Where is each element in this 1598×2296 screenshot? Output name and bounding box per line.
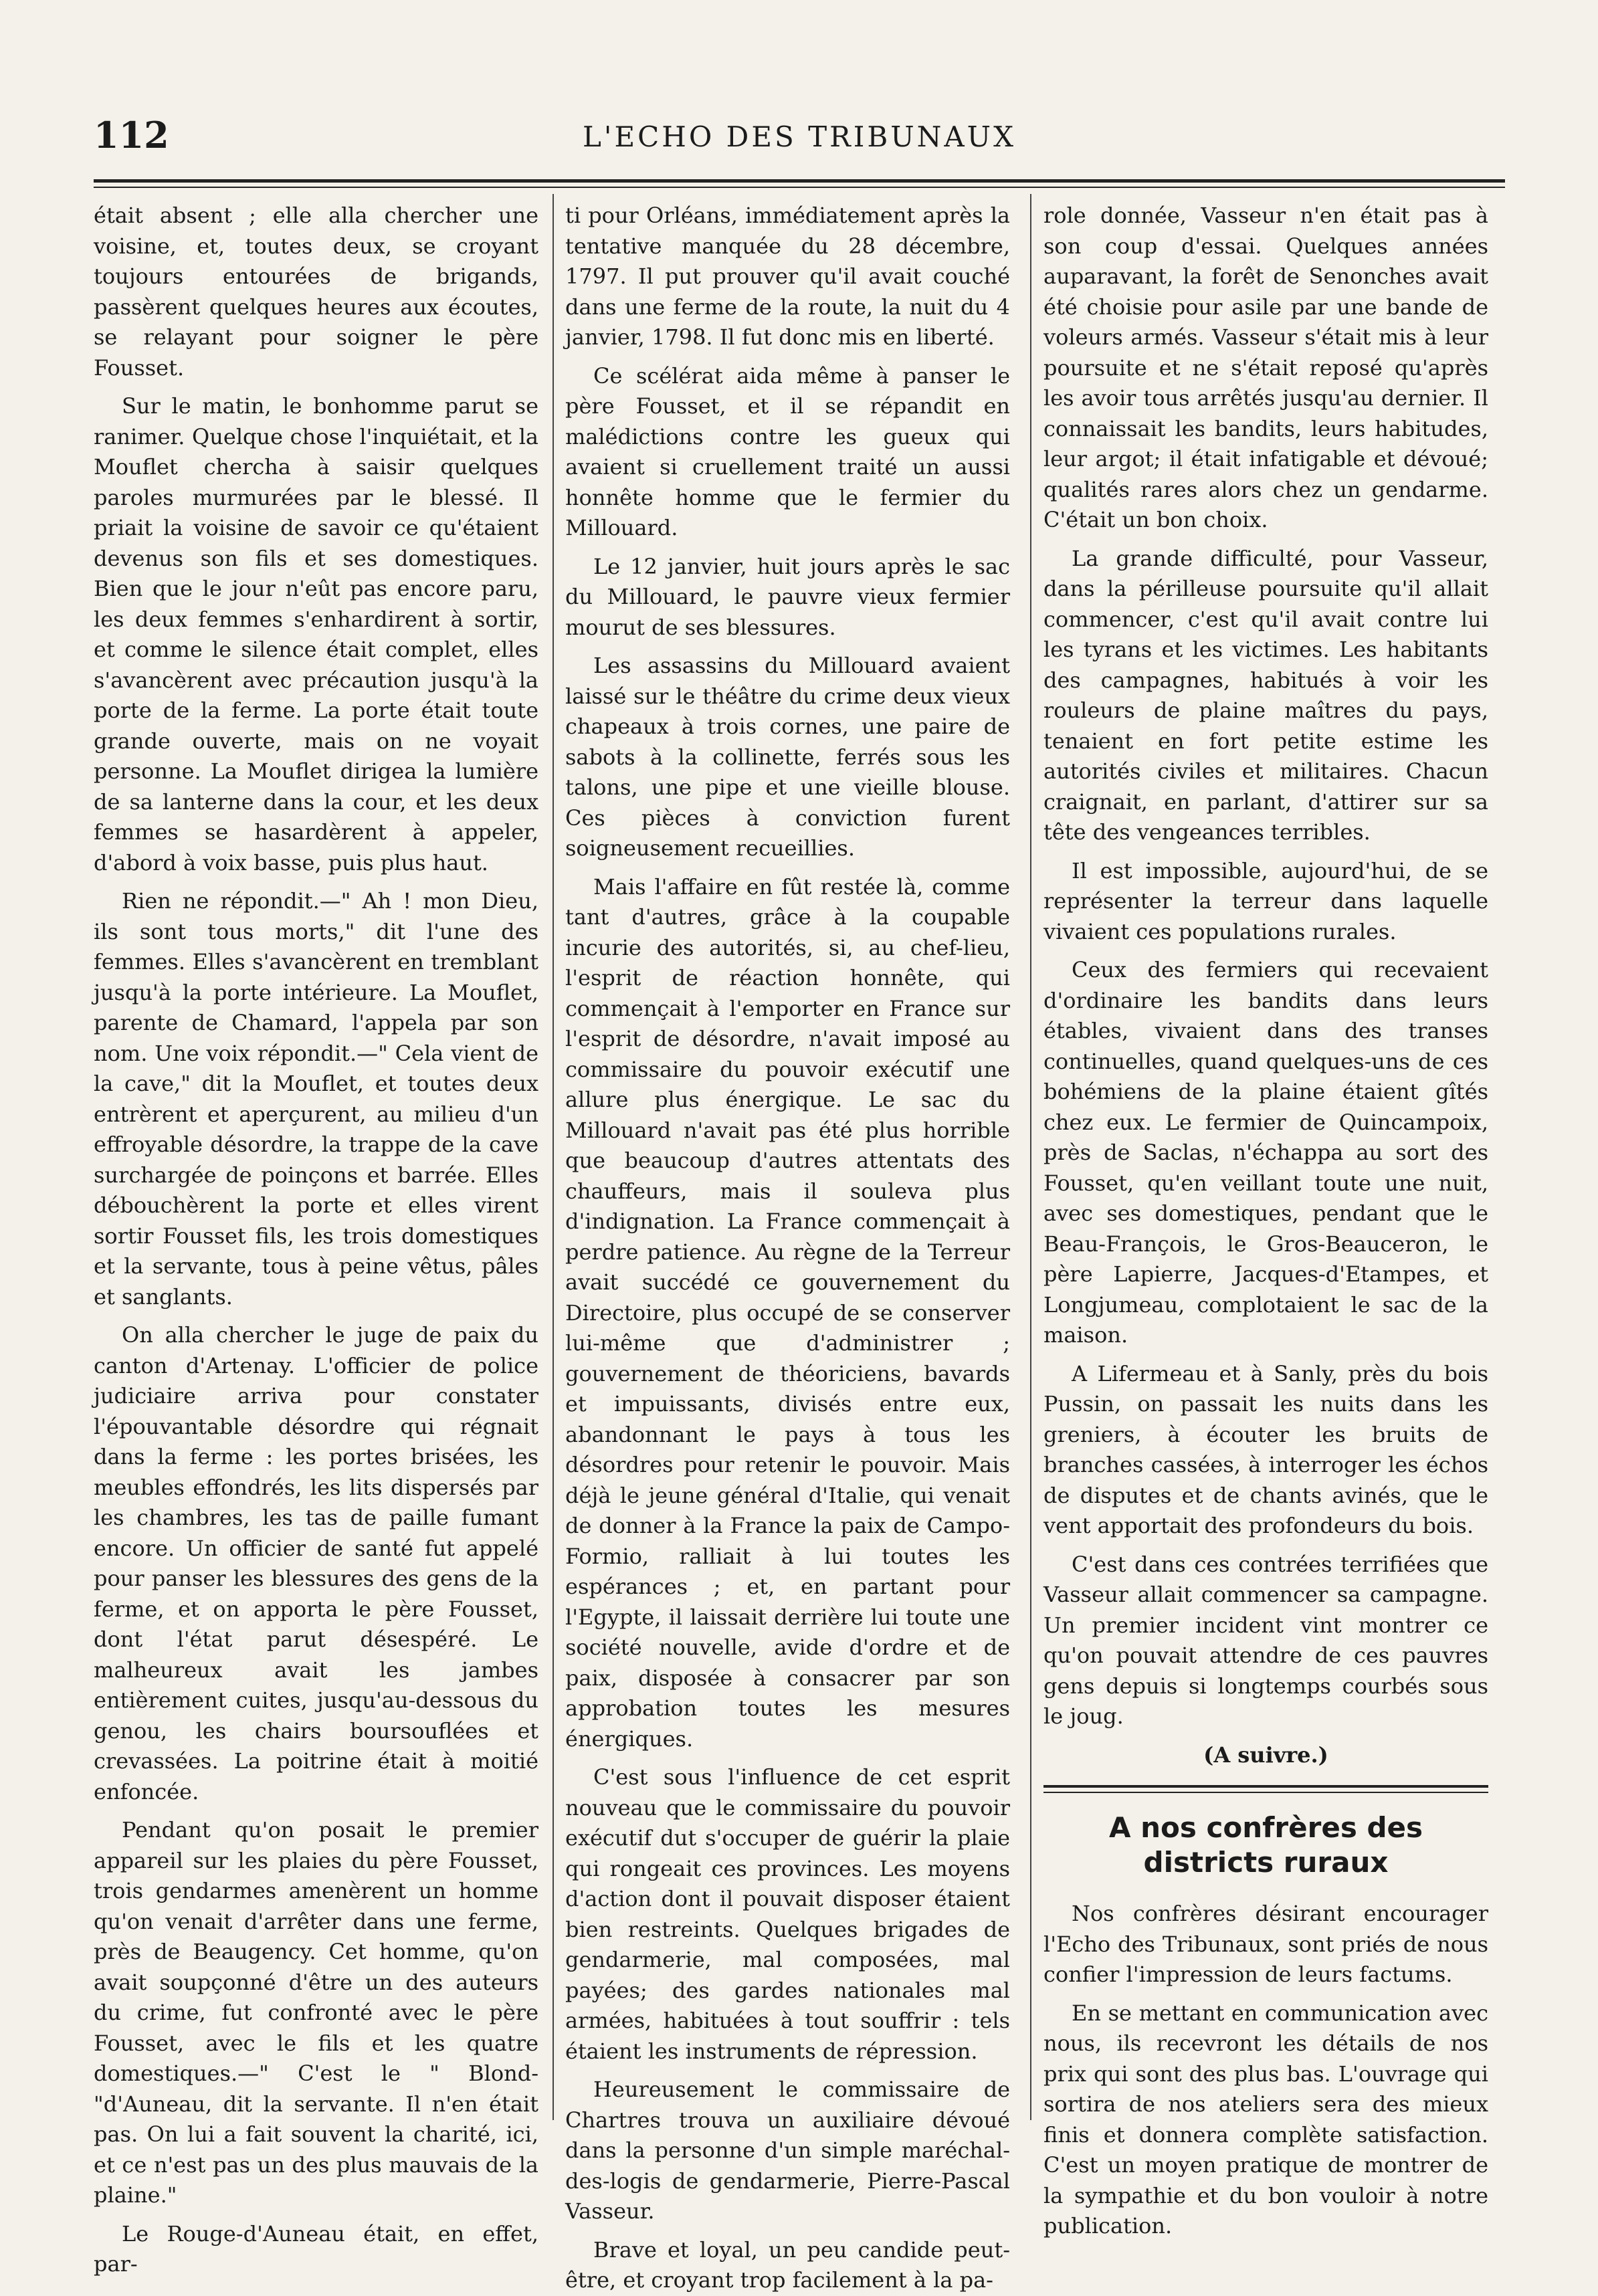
paragraph: Ceux des fermiers qui recevaient d'ordinaire les bandits dans leurs étables, vivaient dans des transes continuelles, quand quelques-uns de ces bohémiens de la plaine étaient gîtés chez eux. Le fermier de Quincampoix, près de Saclas, n'échappa au sort des Fousset, qu'en veillant toute une nuit, avec ses domestiques, pendant que le Beau-François, le Gros-Beauceron, le père Lapierre, Jacques-d'Etampes, et Longjumeau, complotaient le sac de la maison. bbox=[1043, 957, 1488, 1348]
paragraph: Le 12 janvier, huit jours après le sac du Millouard, le pauvre vieux fermier mourut de ses blessures. bbox=[565, 553, 1010, 640]
column-divider bbox=[1030, 194, 1031, 2120]
notice-paragraph: En se mettant en communication avec nous, ils recevront les détails de nos prix qui sont des plus bas. L'ouvrage qui sortira de nos ateliers sera des mieux finis et donnera complète satisfaction. C'est un moyen pratique de montrer de la sympathie et du bon vouloir à notre publication. bbox=[1043, 2000, 1488, 2238]
column-divider bbox=[553, 194, 554, 2120]
paragraph: Ce scélérat aida même à panser le père Fousset, et il se répandit en malédictions contre les gueux qui avaient si cruellement traité un aussi honnête homme que le fermier du Millouard. bbox=[565, 362, 1010, 540]
paragraph: Mais l'affaire en fût restée là, comme tant d'autres, grâce à la coupable incurie des autorités, si, au chef-lieu, l'esprit de réaction honnête, qui commençait à l'emporter en France sur l'esprit de désordre, n'avait imposé au commissaire du pouvoir exécutif une allure plus énergique. Le sac du Millouard n'avait pas été plus horrible que beaucoup d'autres attentats des chauffeurs, mais il souleva plus d'indignation. La France commençait à perdre patience. Au règne de la Terreur avait succédé ce gouvernement du Directoire, plus occupé de se conserver lui-même que d'administrer ; gouvernement de théoriciens, bavards et impuissants, divisés entre eux, abandonnant le pays à tous les désordres pour retenir le pouvoir. Mais déjà le jeune général d'Italie, qui venait de donner à la France la paix de Campo-Formio, ralliait à lui toutes les espérances ; et, en partant pour l'Egypte, il laissait derrière lui toute une société nouvelle, avide d'ordre et de paix, disposée à consacrer par son approbation toutes les mesures énergiques. bbox=[565, 873, 1010, 1752]
page-number: 112 bbox=[94, 114, 169, 156]
paragraph: Il est impossible, aujourd'hui, de se représenter la terreur dans laquelle vivaient ces populations rurales. bbox=[1043, 857, 1488, 944]
notice-paragraph: Nos confrères désirant encourager l'Echo des Tribunaux, sont priés de nous confier l'impression de leurs factums. bbox=[1043, 1901, 1488, 1987]
paragraph: ti pour Orléans, immédiatement après la tentative manquée du 28 décembre, 1797. Il put prouver qu'il avait couché dans une ferme de la route, la nuit du 4 janvier, 1798. Il fut donc mis en liberté. bbox=[565, 203, 1010, 350]
to-be-continued: (A suivre.) bbox=[1203, 1742, 1328, 1768]
section-rule bbox=[1043, 1785, 1488, 1788]
paragraph: Brave et loyal, un peu candide peut-être, et croyant trop facilement à la pa- bbox=[565, 2236, 1010, 2293]
paragraph: Le Rouge-d'Auneau était, en effet, par- bbox=[94, 2220, 538, 2277]
notice-title: A nos confrères des districts ruraux bbox=[1109, 1811, 1423, 1879]
paragraph: était absent ; elle alla chercher une voisine, et, toutes deux, se croyant toujours entourées de brigands, passèrent quelques heures aux écoutes, se relayant pour soigner le père Fousset. bbox=[94, 203, 538, 381]
paragraph: A Lifermeau et à Sanly, près du bois Pussin, on passait les nuits dans les greniers, à écouter les bruits de branches cassées, à interroger les échos de disputes et de chants avinés, que le vent apportait des profondeurs du bois. bbox=[1043, 1360, 1488, 1538]
column-2 bbox=[565, 201, 1010, 2293]
column-1 bbox=[94, 201, 538, 2277]
page-header bbox=[94, 114, 1505, 174]
header-rule-thin bbox=[94, 187, 1505, 188]
paragraph: Rien ne répondit.—" Ah ! mon Dieu, ils sont tous morts," dit l'une des femmes. Elles s'avancèrent en tremblant jusqu'à la porte intérieure. La Mouflet, parente de Chamard, l'appela par son nom. Une voix répondit.—" Cela vient de la cave," dit la Mouflet, et toutes deux entrèrent et aperçurent, au milieu d'un effroyable désordre, la trappe de la cave surchargée de poinçons et barrée. Elles débouchèrent la porte et elles virent sortir Fousset fils, les trois domestiques et la servante, tous à peine vêtus, pâles et sanglants. bbox=[94, 888, 538, 1310]
column-3 bbox=[1043, 201, 1488, 2238]
paragraph: La grande difficulté, pour Vasseur, dans la périlleuse poursuite qu'il allait commencer, c'est qu'il avait contre lui les tyrans et les victimes. Les habitants des campagnes, habitués à voir les rouleurs de plaine maîtres du pays, tenaient en fort petite estime les autorités civiles et militaires. Chacun craignait, en parlant, d'attirer sur sa tête des vengeances terribles. bbox=[1043, 545, 1488, 845]
paragraph: C'est dans ces contrées terrifiées que Vasseur allait commencer sa campagne. Un premier incident vint montrer ce qu'on pouvait attendre de ces pauvres gens depuis si longtemps courbés sous le joug. bbox=[1043, 1551, 1488, 1729]
paragraph: Les assassins du Millouard avaient laissé sur le théâtre du crime deux vieux chapeaux à trois cornes, une paire de sabots à la collinette, ferrés sous les talons, une pipe et une vieille blouse. Ces pièces à conviction furent soigneusement recueillies. bbox=[565, 653, 1010, 861]
paragraph: On alla chercher le juge de paix du canton d'Artenay. L'officier de police judiciaire arriva pour constater l'épouvantable désordre qui régnait dans la ferme : les portes brisées, les meubles effondrés, les lits dispersés par les chambres, les tas de paille fumant encore. Un officier de santé fut appelé pour panser les blessures des gens de la ferme, et on apporta le père Fousset, dont l'état parut désespéré. Le malheureux avait les jambes entièrement cuites, jusqu'au-dessous du genou, les chairs boursouflées et crevassées. La poitrine était à moitié enfoncée. bbox=[94, 1322, 538, 1804]
section-rule-thin bbox=[1043, 1792, 1488, 1793]
paragraph: role donnée, Vasseur n'en était pas à son coup d'essai. Quelques années auparavant, la forêt de Senonches avait été choisie pour asile par une bande de voleurs armés. Vasseur s'était mis à leur poursuite et ne s'était reposé qu'après les avoir tous arrêtés jusqu'au dernier. Il connaissait les bandits, leurs habitudes, leur argot; il était infatigable et dévoué; qualités rares alors chez un gendarme. C'était un bon choix. bbox=[1043, 203, 1488, 532]
journal-title: L'ECHO DES TRIBUNAUX bbox=[583, 120, 1016, 153]
paragraph: Heureusement le commissaire de Chartres trouva un auxiliaire dévoué dans la personne d'un simple maréchal-des-logis de gendarmerie, Pierre-Pascal Vasseur. bbox=[565, 2077, 1010, 2224]
header-rule bbox=[94, 179, 1505, 183]
paragraph: Pendant qu'on posait le premier appareil sur les plaies du père Fousset, trois gendarmes amenèrent un homme qu'on venait d'arrêter dans une ferme, près de Beaugency. Cet homme, qu'on avait soupçonné d'être un des auteurs du crime, fut confronté avec le père Fousset, avec le fils et les quatre domestiques.—" C'est le " Blond-"d'Auneau, dit la servante. Il n'en était pas. On lui a fait souvent la charité, ici, et ce n'est pas un des plus mauvais de la plaine." bbox=[94, 1817, 538, 2208]
paragraph: Sur le matin, le bonhomme parut se ranimer. Quelque chose l'inquiétait, et la Mouflet chercha à saisir quelques paroles murmurées par le blessé. Il priait la voisine de savoir ce qu'étaient devenus son fils et ses domestiques. Bien que le jour n'eût pas encore paru, les deux femmes s'enhardirent à sortir, et comme le silence était complet, elles s'avancèrent avec précaution jusqu'à la porte de la ferme. La porte était toute grande ouverte, mais on ne voyait personne. La Mouflet dirigea la lumière de sa lanterne dans la cour, et les deux femmes se hasardèrent à appeler, d'abord à voix basse, puis plus haut. bbox=[94, 393, 538, 875]
paragraph: C'est sous l'influence de cet esprit nouveau que le commissaire du pouvoir exécutif dut s'occuper de guérir la plaie qui rongeait ces provinces. Les moyens d'action dont il pouvait disposer étaient bien restreints. Quelques brigades de gendarmerie, mal composées, mal payées; des gardes nationales mal armées, habituées à tout souffrir : tels étaient les instruments de répression. bbox=[565, 1764, 1010, 2064]
